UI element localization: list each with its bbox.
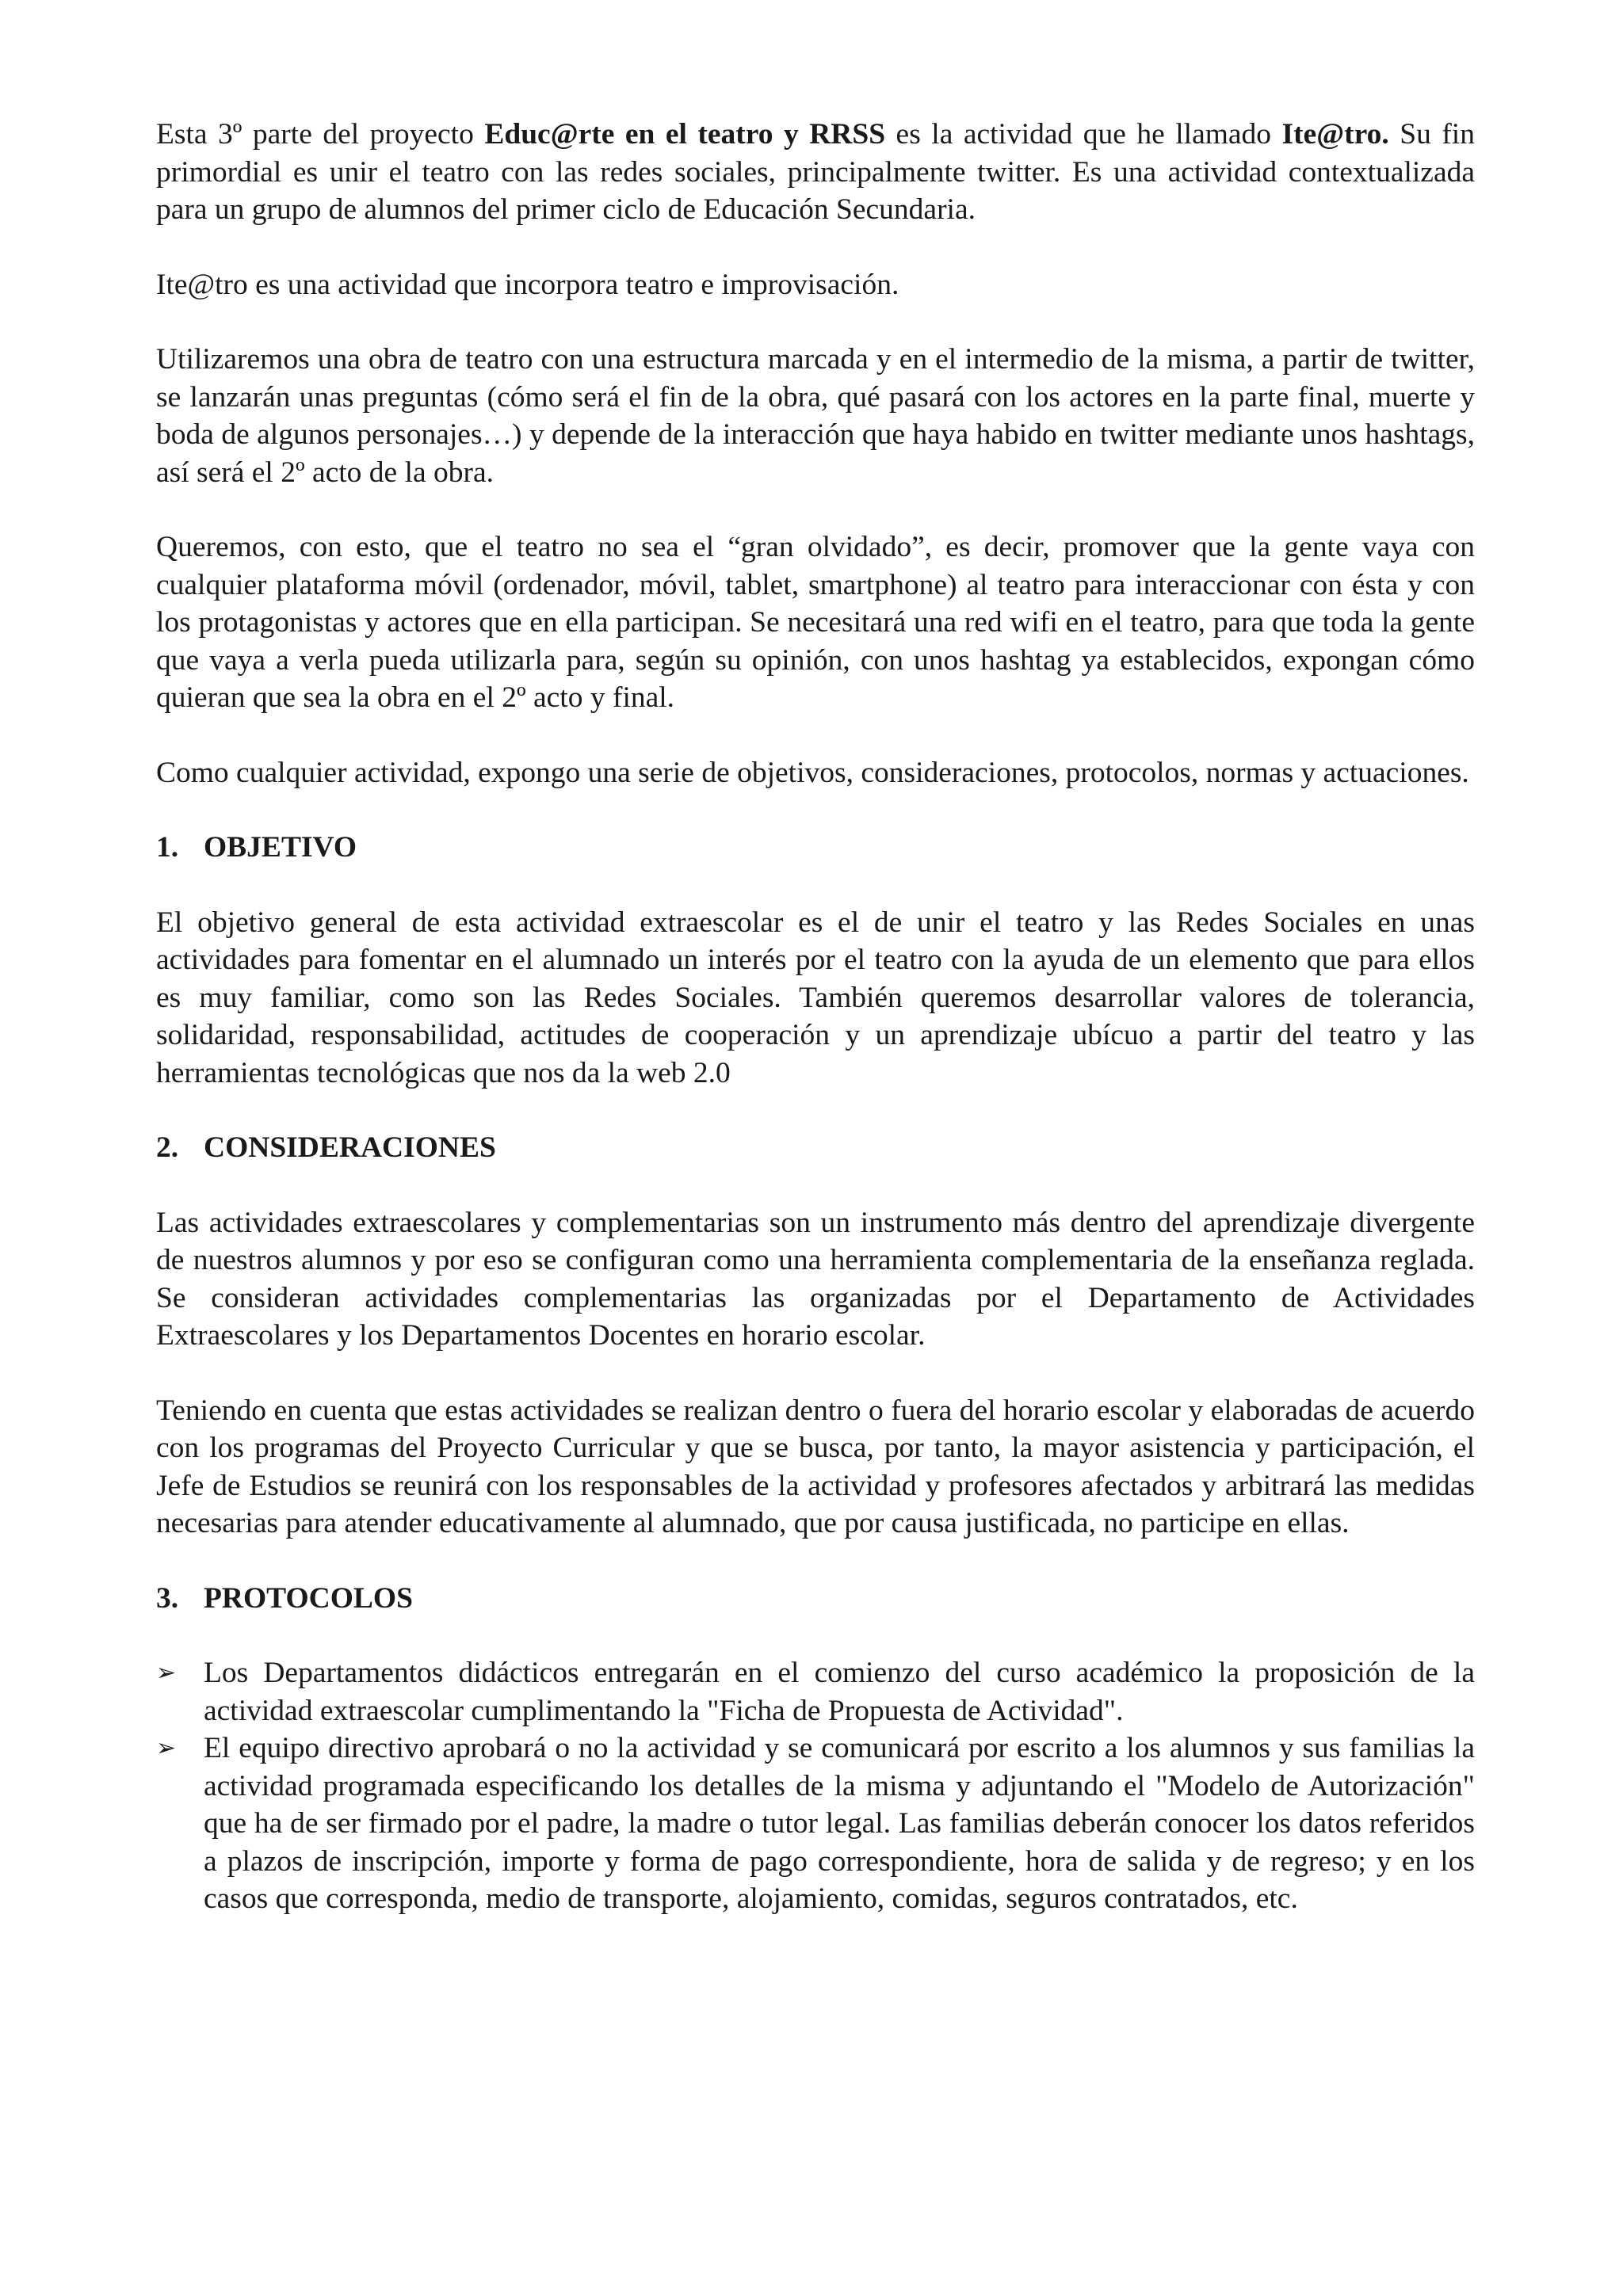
list-item-text: Los Departamentos didácticos entregarán en el comienzo del curso académico la proposición de la actividad extraescolar cumplimentando la "Ficha de Propuesta de Actividad". <box>204 1657 1475 1727</box>
consideraciones-paragraph-1: Las actividades extraescolares y complementarias son un instrumento más dentro del aprendizaje divergente de nuestros alumnos y por eso se configuran como una herramienta complementaria de la enseñanza reglada. Se consideran actividades complementarias las organizadas por el Departamento de Actividades Extraescolares y los Departamentos Docentes en horario escolar. <box>156 1206 1475 1352</box>
intro-text: Esta 3º parte del proyecto <box>156 118 485 151</box>
arrow-bullet-icon: ➢ <box>156 1734 177 1762</box>
project-name: Educ@rte en el teatro y RRSS <box>484 118 886 151</box>
intro-paragraph-5: Como cualquier actividad, expongo una serie de objetivos, consideraciones, protocolos, normas y actuaciones. <box>156 756 1469 789</box>
list-item <box>156 1654 1475 1730</box>
section-number: 2. <box>156 1131 179 1164</box>
arrow-bullet-icon: ➢ <box>156 1659 177 1687</box>
list-item-text: El equipo directivo aprobará o no la actividad y se comunicará por escrito a los alumnos y sus familias la actividad programada especificando los detalles de la misma y adjuntando el "Modelo de Autorización" que ha de ser firmado por el padre, la madre o tutor legal. Las familias deberán conocer los datos referidos a plazos de inscripción, importe y forma de pago correspondiente, hora de salida y de regreso; y en los casos que corresponda, medio de transporte, alojamiento, comidas, seguros contratados, etc. <box>204 1732 1475 1915</box>
intro-text: es la actividad que he llamado <box>885 118 1282 151</box>
intro-text: Su fin primordial es unir el teatro con las redes sociales, principalmente twitter. Es una actividad contextualizada para un grupo de alumnos del primer ciclo de Educación Secundaria. <box>156 118 1475 226</box>
section-heading-consideraciones <box>156 1129 1475 1167</box>
activity-name: Ite@tro. <box>1281 118 1389 151</box>
objetivo-paragraph: El objetivo general de esta actividad extraescolar es el de unir el teatro y las Redes Sociales en unas actividades para fomentar en el alumnado un interés por el teatro con la ayuda de un elemento que para ellos es muy familiar, como son las Redes Sociales. También queremos desarrollar valores de tolerancia, solidaridad, responsabilidad, actitudes de cooperación y un aprendizaje ubícuo a partir del teatro y las herramientas tecnológicas que nos da la web 2.0 <box>156 906 1475 1089</box>
section-title: PROTOCOLOS <box>204 1581 413 1615</box>
section-heading-objetivo <box>156 829 1475 867</box>
section-number: 1. <box>156 831 179 864</box>
intro-paragraph-4: Queremos, con esto, que el teatro no sea el “gran olvidado”, es decir, promover que la gente vaya con cualquier plataforma móvil (ordenador, móvil, tablet, smartphone) al teatro para interaccionar con ésta y con los protagonistas y actores que en ella participan. Se necesitará una red wifi en el teatro, para que toda la gente que vaya a verla pueda utilizarla para, según su opinión, con unos hashtag ya establecidos, expongan cómo quieran que sea la obra en el 2º acto y final. <box>156 531 1475 714</box>
section-number: 3. <box>156 1581 179 1615</box>
intro-paragraph-3: Utilizaremos una obra de teatro con una estructura marcada y en el intermedio de la misma, a partir de twitter, se lanzarán unas preguntas (cómo será el fin de la obra, qué pasará con los actores en la parte final, muerte y boda de algunos personajes…) y depende de la interacción que haya habido en twitter mediante unos hashtags, así será el 2º acto de la obra. <box>156 343 1475 489</box>
section-heading-protocolos <box>156 1580 1475 1618</box>
protocolos-list <box>156 1654 1475 1918</box>
consideraciones-paragraph-2: Teniendo en cuenta que estas actividades se realizan dentro o fuera del horario escolar y elaboradas de acuerdo con los programas del Proyecto Curricular y que se busca, por tanto, la mayor asistencia y participación, el Jefe de Estudios se reunirá con los responsables de la actividad y profesores afectados y arbitrará las medidas necesarias para atender educativamente al alumnado, que por causa justificada, no participe en ellas. <box>156 1394 1475 1539</box>
intro-paragraph-2: Ite@tro es una actividad que incorpora teatro e improvisación. <box>156 268 899 301</box>
intro-paragraph-1 <box>156 116 1475 229</box>
list-item <box>156 1730 1475 1918</box>
section-title: OBJETIVO <box>204 831 357 864</box>
section-title: CONSIDERACIONES <box>204 1131 496 1164</box>
